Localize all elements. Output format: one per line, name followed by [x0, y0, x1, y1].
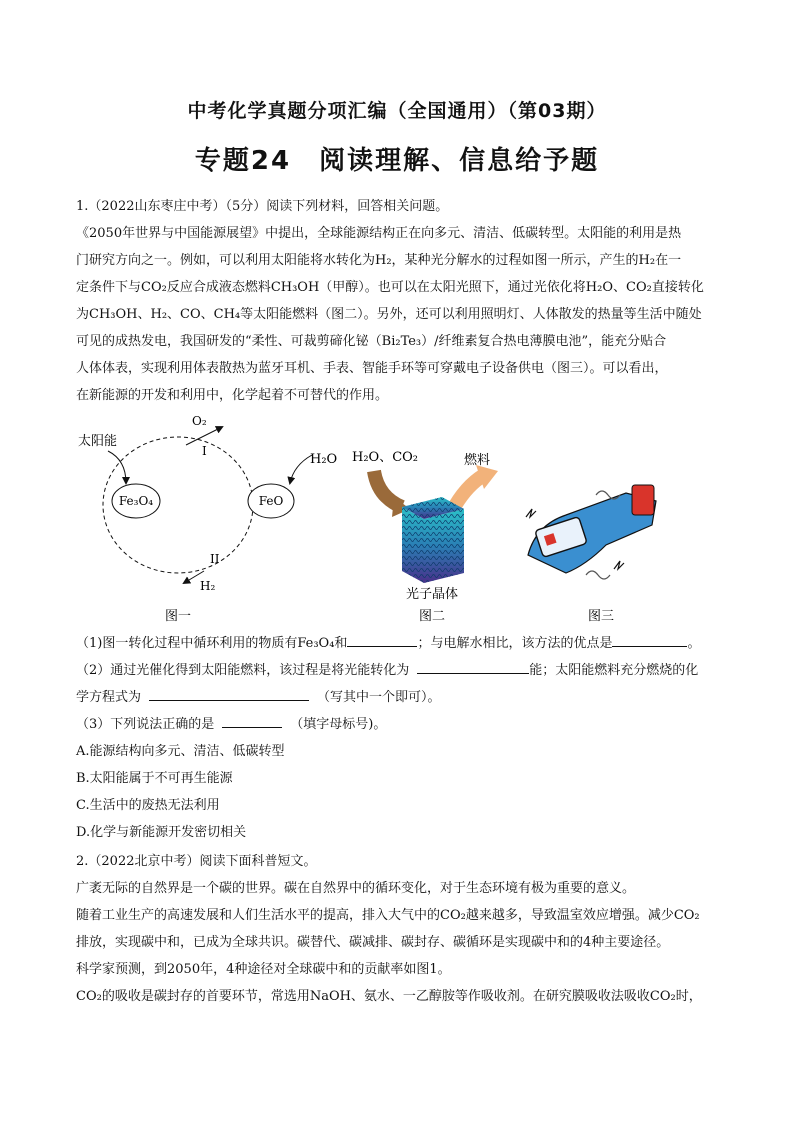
spark-icon — [526, 509, 536, 517]
passage-line: 随着工业生产的高速发展和人们生活水平的提高，排入大气中的CO₂越来越多，导致温室效应增强。减少CO₂ — [76, 908, 700, 923]
series-title: 中考化学真题分项汇编（全国通用）（第03期） — [187, 100, 607, 122]
passage-line: 在新能源的开发和利用中，化学起着不可替代的作用。 — [76, 388, 389, 403]
option-b[interactable]: B.太阳能属于不可再生能源 — [76, 771, 233, 786]
feo-label: FeO — [258, 494, 284, 508]
figure-2-output-label: 燃料 — [464, 453, 491, 468]
question-2-stem: 2.（2022北京中考）阅读下面科普短文。 — [76, 854, 317, 869]
sub-question-1 — [76, 630, 736, 657]
heat-wave — [596, 491, 620, 499]
passage-line: 人体体表，实现利用体表散热为蓝牙耳机、手表、智能手环等可穿戴电子设备供电（图三）。可以看出， — [76, 361, 668, 376]
figures-area — [66, 405, 666, 635]
sub-question-2-equation — [76, 684, 736, 711]
passage-line: 定条件下与CO₂反应合成液态燃料CH₃OH（甲醇）。也可以在太阳光照下，通过光依化将H₂O、CO₂直接转化 — [76, 280, 704, 295]
passage-line: 门研究方向之一。例如，可以利用太阳能将水转化为H₂，某种光分解水的过程如图一所示，产生的H₂在一 — [76, 253, 682, 268]
sub-question-1-text-a: （1)图一转化过程中循环利用的物质有Fe₃O₄和 — [76, 636, 348, 651]
passage-line: CO₂的吸收是碳封存的首要环节，常选用NaOH、氨水、一乙醇胺等作吸收剂。在研究膜吸收法吸收CO₂时， — [76, 989, 702, 1004]
heat-wave — [586, 571, 610, 579]
step-1-label: I — [202, 444, 207, 458]
option-a[interactable]: A.能源结构向多元、清洁、低碳转型 — [76, 744, 285, 759]
answer-blank[interactable] — [222, 713, 282, 728]
crystal-mesh-right — [424, 509, 464, 583]
sub-question-3 — [76, 711, 736, 738]
crystal-mesh-left — [402, 507, 424, 583]
topic-title: 专题24 阅读理解、信息给予题 — [194, 146, 600, 176]
option-d[interactable]: D.化学与新能源开发密切相关 — [76, 825, 247, 840]
sub-question-3-text-b: （填字母标号)。 — [290, 717, 387, 732]
passage-line: 为CH₃OH、H₂、CO、CH₄等太阳能燃料（图二）。另外，还可以利用照明灯、人体散发的热量等生活中随处 — [76, 307, 702, 322]
sub-question-1-text-b: ；与电解水相比，该方法的优点是 — [417, 636, 613, 651]
figure-2-input-label: H₂O、CO₂ — [352, 450, 419, 465]
answer-blank[interactable] — [149, 686, 309, 701]
fe3o4-label: Fe₃O₄ — [118, 494, 154, 508]
figure-2-caption: 图二 — [418, 609, 446, 624]
passage-line: 广袤无际的自然界是一个碳的世界。碳在自然界中的循环变化，对于生态环境有极为重要的意义。 — [76, 881, 636, 896]
question-1-stem: 1.（2022山东枣庄中考）（5分）阅读下列材料，回答相关问题。 — [76, 199, 449, 214]
answer-blank[interactable] — [612, 632, 687, 647]
sub-question-2-text-a: （2）通过光催化得到太阳能燃料，该过程是将光能转化为 — [76, 663, 410, 678]
sub-question-2-text-c: 学方程式为 — [76, 690, 142, 705]
sub-question-2 — [76, 657, 736, 684]
crystal-label: 光子晶体 — [405, 587, 459, 602]
o2-arrow — [186, 427, 222, 445]
sun-arrow — [108, 451, 126, 483]
answer-blank[interactable] — [347, 632, 417, 647]
passage-line: 可见的成热发电，我国研发的“柔性、可裁剪碲化铋（Bi₂Te₃）/纤维素复合热电薄膜电池”，能充分贴合 — [76, 334, 667, 349]
sub-question-2-text-b: 能；太阳能燃料充分燃烧的化 — [529, 663, 699, 678]
o2-label: O₂ — [192, 414, 207, 428]
figure-3-caption: 图三 — [587, 609, 615, 624]
sun-energy-label: 太阳能 — [78, 434, 118, 449]
question-1-passage — [76, 220, 726, 409]
figure-1-caption: 图一 — [164, 609, 192, 624]
passage-line: 科学家预测，到2050年，4种途径对全球碳中和的贡献率如图1。 — [76, 962, 451, 977]
figure-1-cycle — [78, 414, 337, 624]
h2-label: H₂ — [200, 579, 216, 593]
h2o-label: H₂O — [310, 452, 338, 467]
question-2-passage — [76, 875, 736, 1010]
h2o-arrow — [290, 455, 312, 483]
spark-icon — [614, 561, 624, 569]
sub-question-2-text-d: （写其中一个即可）。 — [317, 690, 441, 705]
figure-3-wearable — [526, 485, 656, 624]
option-c[interactable]: C.生活中的废热无法利用 — [76, 798, 220, 813]
passage-line: 《2050年世界与中国能源展望》中提出，全球能源结构正在向多元、清洁、低碳转型。太阳能的利用是热 — [76, 226, 682, 241]
wristband — [632, 485, 654, 515]
figure-2-photonic-crystal — [352, 450, 498, 624]
sub-question-3-text-a: （3）下列说法正确的是 — [76, 717, 215, 732]
passage-line: 排放，实现碳中和，已成为全球共识。碳替代、碳减排、碳封存、碳循环是实现碳中和的4种主要途径。 — [76, 935, 670, 950]
answer-blank[interactable] — [417, 659, 529, 674]
step-2-label: II — [210, 552, 220, 566]
sub-question-1-text-c: 。 — [687, 636, 701, 651]
